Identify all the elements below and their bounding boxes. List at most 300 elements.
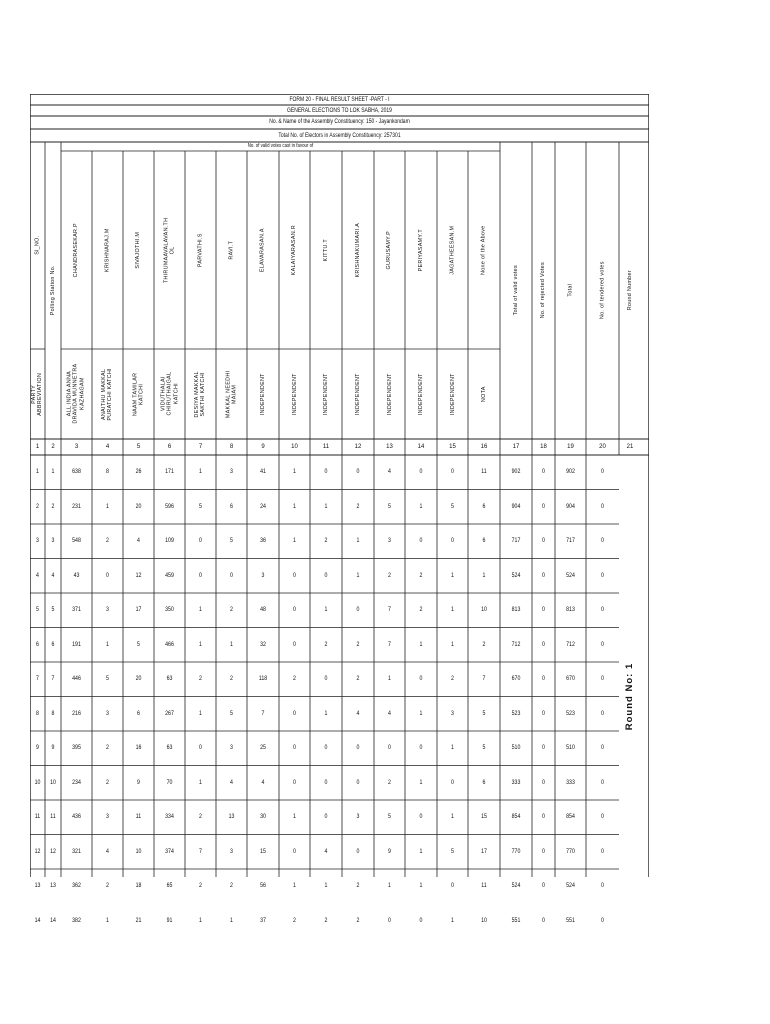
vote-count: 56 — [260, 882, 266, 889]
vote-count: 9 — [388, 847, 391, 855]
vote-count: 4 — [324, 847, 328, 855]
party-abbreviation-header-text: PARTY ABBREVIATION — [31, 372, 44, 416]
column-number: 7 — [198, 444, 203, 450]
party-name-header — [247, 349, 279, 439]
candidate-name-header — [405, 151, 437, 349]
party-abbreviation-header — [30, 349, 45, 439]
vote-count: 350 — [165, 606, 174, 613]
vote-count: 712 — [566, 640, 575, 648]
candidate-name-header — [92, 151, 123, 349]
candidate-name-header-text: GURUSAMY.P — [386, 230, 393, 270]
vote-count: 0 — [199, 537, 202, 544]
column-number: 20 — [599, 444, 606, 450]
vote-count: 0 — [542, 537, 545, 544]
vote-count: 0 — [542, 606, 545, 613]
valid-votes-caption: No. of valid votes cast in favour of — [247, 143, 314, 149]
vote-count: 0 — [601, 640, 604, 648]
vote-count: 2 — [230, 606, 233, 613]
polling-station-no: 3 — [51, 537, 55, 544]
vote-count: 510 — [511, 744, 521, 751]
candidate-name-header — [61, 151, 92, 349]
vote-count: 1 — [293, 468, 296, 475]
vote-count: 36 — [260, 537, 266, 544]
vote-count: 2 — [106, 537, 109, 544]
row-serial: 11 — [34, 813, 41, 820]
polling-station-header — [45, 142, 61, 439]
vote-count: 770 — [566, 847, 575, 855]
vote-count: 11 — [481, 468, 487, 475]
column-number: 19 — [567, 444, 574, 450]
vote-count: 2 — [199, 675, 202, 682]
candidate-name-header-text: KITTU.T — [322, 238, 329, 262]
vote-count: 2 — [356, 916, 360, 924]
vote-count: 0 — [106, 571, 109, 579]
vote-count: 523 — [511, 709, 521, 717]
vote-count: 1 — [419, 502, 423, 510]
party-name-header — [468, 349, 500, 439]
party-name-header — [154, 349, 185, 439]
vote-count: 1 — [106, 502, 109, 510]
vote-count: 9 — [137, 778, 140, 786]
vote-count: 3 — [230, 744, 233, 751]
vote-count: 436 — [72, 813, 81, 820]
vote-count: 0 — [542, 502, 545, 510]
summary-column-header-text: Total — [567, 284, 574, 297]
vote-count: 1 — [451, 606, 454, 613]
party-name-header-text: INDEPENDENT — [417, 373, 424, 415]
vote-count: 321 — [72, 847, 81, 855]
row-serial: 2 — [36, 502, 39, 510]
party-name-header-text: DESIYA MAKKAL SAKTHI KATCHI — [194, 370, 207, 418]
vote-count: 1 — [199, 468, 202, 475]
form20-result-sheet — [30, 94, 649, 924]
vote-count: 1 — [324, 709, 328, 717]
vote-count: 3 — [230, 468, 233, 475]
row-serial: 1 — [36, 468, 39, 475]
vote-count: 2 — [106, 778, 109, 786]
vote-count: 6 — [137, 709, 140, 717]
vote-count: 0 — [419, 813, 423, 820]
vote-count: 854 — [566, 813, 575, 820]
vote-count: 0 — [601, 882, 604, 889]
vote-count: 2 — [324, 916, 328, 924]
vote-count: 2 — [419, 606, 423, 613]
vote-count: 2 — [356, 882, 360, 889]
vote-count: 2 — [230, 675, 233, 682]
vote-count: 3 — [261, 571, 265, 579]
vote-count: 548 — [72, 537, 81, 544]
vote-count: 1 — [419, 778, 423, 786]
vote-count: 2 — [388, 778, 391, 786]
vote-count: 1 — [199, 709, 202, 717]
vote-count: 43 — [73, 571, 80, 579]
vote-count: 65 — [166, 882, 173, 889]
vote-count: 4 — [106, 847, 109, 855]
vote-count: 2 — [451, 675, 454, 682]
party-name-header — [405, 349, 437, 439]
vote-count: 1 — [419, 640, 423, 648]
round-number-text: Round No: 1 — [624, 662, 636, 731]
vote-count: 0 — [419, 468, 423, 475]
candidate-name-header — [154, 151, 185, 349]
summary-column-header — [619, 142, 641, 439]
vote-count: 4 — [261, 778, 265, 786]
vote-count: 2 — [293, 675, 296, 682]
vote-count: 0 — [601, 606, 604, 613]
polling-station-no: 5 — [51, 606, 55, 613]
vote-count: 0 — [230, 571, 233, 579]
vote-count: 3 — [388, 537, 391, 544]
polling-station-no: 6 — [51, 640, 55, 648]
vote-count: 1 — [419, 847, 423, 855]
summary-column-header-text: Total of valid votes — [512, 265, 519, 316]
party-name-header-text: NAAM TAMILAR KATCHI — [132, 372, 145, 416]
column-number: 15 — [449, 444, 456, 450]
vote-count: 12 — [135, 571, 142, 579]
candidate-name-header — [342, 151, 374, 349]
party-name-header — [437, 349, 468, 439]
vote-count: 2 — [324, 640, 328, 648]
party-name-header — [342, 349, 374, 439]
party-name-header — [92, 349, 123, 439]
vote-count: 902 — [566, 468, 575, 475]
vote-count: 0 — [601, 916, 604, 924]
party-name-header — [123, 349, 154, 439]
vote-count: 854 — [511, 813, 521, 820]
vote-count: 1 — [199, 640, 202, 648]
vote-count: 0 — [542, 916, 545, 924]
vote-count: 551 — [566, 916, 575, 924]
vote-count: 48 — [260, 606, 266, 613]
party-name-header-text: NOTA — [480, 386, 487, 402]
row-serial: 4 — [36, 571, 39, 579]
column-number: 1 — [35, 444, 40, 450]
vote-count: 638 — [72, 468, 81, 475]
column-number: 13 — [386, 444, 393, 450]
polling-station-no: 9 — [51, 744, 55, 751]
vote-count: 382 — [72, 916, 81, 924]
vote-count: 395 — [72, 744, 81, 751]
vote-count: 21 — [135, 916, 142, 924]
vote-count: 41 — [260, 468, 266, 475]
vote-count: 0 — [451, 882, 454, 889]
vote-count: 63 — [166, 675, 173, 682]
vote-count: 459 — [165, 571, 174, 579]
party-name-header — [216, 349, 247, 439]
vote-count: 0 — [293, 847, 296, 855]
candidate-name-header-text: RAVI.T — [228, 240, 235, 260]
vote-count: 70 — [166, 778, 173, 786]
vote-count: 2 — [482, 640, 486, 648]
vote-count: 5 — [482, 744, 486, 751]
row-serial: 8 — [36, 709, 39, 717]
vote-count: 1 — [293, 882, 296, 889]
candidate-name-header — [374, 151, 405, 349]
vote-count: 0 — [293, 744, 296, 751]
candidate-name-header-text: PERIYASAMY.T — [417, 228, 424, 272]
vote-count: 0 — [601, 468, 604, 475]
vote-count: 231 — [72, 502, 81, 510]
round-number-label — [619, 455, 641, 938]
vote-count: 0 — [388, 744, 391, 751]
vote-count: 10 — [135, 847, 142, 855]
vote-count: 5 — [451, 502, 454, 510]
vote-count: 30 — [260, 813, 266, 820]
vote-count: 5 — [230, 709, 233, 717]
vote-count: 26 — [135, 468, 142, 475]
candidate-name-header — [123, 151, 154, 349]
vote-count: 0 — [356, 606, 360, 613]
vote-count: 6 — [482, 778, 486, 786]
candidate-name-header-text: PARVATHI.S — [197, 233, 204, 267]
party-name-header-text: MAKKAL NEEDHI MAIAM — [225, 370, 238, 418]
vote-count: 0 — [324, 813, 328, 820]
column-number: 8 — [229, 444, 234, 450]
vote-count: 0 — [601, 675, 604, 682]
total-electors: Total No. of Electors in Assembly Constituency: 257301 — [278, 131, 401, 139]
party-name-header-text: VIDUTHALAI CHIRUTHAIGAL KATCHI — [159, 372, 179, 416]
column-number: 2 — [51, 444, 55, 450]
vote-count: 6 — [482, 502, 486, 510]
candidate-name-header — [216, 151, 247, 349]
summary-column-header-text: No. of rejected Votes — [540, 262, 547, 319]
vote-count: 2 — [356, 675, 360, 682]
vote-count: 17 — [481, 847, 487, 855]
vote-count: 2 — [106, 882, 109, 889]
vote-count: 3 — [451, 709, 454, 717]
vote-count: 0 — [293, 778, 296, 786]
vote-count: 5 — [106, 675, 109, 682]
vote-count: 7 — [482, 675, 486, 682]
column-number: 6 — [167, 444, 172, 450]
vote-count: 0 — [324, 744, 328, 751]
polling-station-no: 4 — [51, 571, 55, 579]
party-name-header — [310, 349, 342, 439]
vote-count: 0 — [451, 468, 454, 475]
vote-count: 20 — [135, 502, 142, 510]
vote-count: 191 — [72, 640, 81, 648]
vote-count: 1 — [199, 916, 202, 924]
vote-count: 32 — [260, 640, 266, 648]
party-name-header-text: INDEPENDENT — [354, 373, 361, 415]
vote-count: 1 — [451, 813, 454, 820]
vote-count: 1 — [482, 571, 486, 579]
party-name-header-text: INDEPENDENT — [259, 373, 266, 415]
vote-count: 16 — [135, 744, 142, 751]
vote-count: 11 — [135, 813, 142, 820]
vote-count: 0 — [601, 847, 604, 855]
polling-station-no: 13 — [50, 882, 56, 889]
vote-count: 670 — [511, 675, 521, 682]
vote-count: 5 — [199, 502, 202, 510]
vote-count: 37 — [260, 916, 266, 924]
vote-count: 712 — [511, 640, 521, 648]
vote-count: 4 — [388, 709, 391, 717]
vote-count: 1 — [451, 744, 454, 751]
vote-count: 1 — [451, 640, 454, 648]
polling-station-no: 14 — [50, 916, 56, 924]
vote-count: 15 — [481, 813, 487, 820]
party-name-header — [279, 349, 310, 439]
column-number: 14 — [417, 444, 425, 450]
vote-count: 3 — [106, 813, 109, 820]
vote-count: 267 — [165, 709, 174, 717]
vote-count: 0 — [601, 709, 604, 717]
polling-station-no: 12 — [50, 847, 56, 855]
polling-station-no: 2 — [51, 502, 55, 510]
summary-column-header — [500, 142, 532, 439]
vote-count: 2 — [324, 537, 328, 544]
election-name: GENERAL ELECTIONS TO LOK SABHA, 2019 — [287, 107, 392, 114]
vote-count: 63 — [166, 744, 173, 751]
vote-count: 2 — [388, 571, 391, 579]
column-number: 11 — [322, 444, 330, 450]
vote-count: 3 — [106, 606, 109, 613]
candidate-name-header — [310, 151, 342, 349]
vote-count: 0 — [542, 709, 545, 717]
party-name-header-text: INDEPENDENT — [322, 373, 329, 415]
vote-count: 1 — [356, 571, 360, 579]
vote-count: 524 — [566, 571, 575, 579]
party-name-header-text: INDEPENDENT — [291, 373, 298, 415]
vote-count: 2 — [199, 813, 202, 820]
vote-count: 0 — [542, 778, 545, 786]
vote-count: 0 — [293, 640, 296, 648]
party-name-header-text: INDEPENDENT — [386, 373, 393, 415]
vote-count: 10 — [481, 916, 487, 924]
vote-count: 596 — [165, 502, 174, 510]
vote-count: 1 — [324, 882, 328, 889]
vote-count: 524 — [511, 882, 521, 889]
candidate-name-header-text: KRISHNARAJ.M — [104, 228, 111, 272]
vote-count: 6 — [230, 502, 233, 510]
column-number: 16 — [480, 444, 488, 450]
vote-count: 5 — [137, 640, 140, 648]
vote-count: 118 — [258, 675, 268, 682]
vote-count: 1 — [419, 882, 423, 889]
vote-count: 523 — [566, 709, 575, 717]
vote-count: 4 — [137, 537, 140, 544]
polling-station-no: 8 — [51, 709, 55, 717]
row-serial: 5 — [36, 606, 39, 613]
candidate-name-header-text: JAGATHEESAN.M — [449, 225, 456, 275]
vote-count: 524 — [566, 882, 575, 889]
row-serial: 13 — [34, 882, 41, 889]
candidate-name-header — [247, 151, 279, 349]
summary-column-header-text: No. of tendered votes — [599, 261, 606, 320]
vote-count: 5 — [388, 502, 391, 510]
vote-count: 1 — [324, 606, 328, 613]
vote-count: 15 — [260, 847, 266, 855]
vote-count: 2 — [199, 882, 202, 889]
vote-count: 813 — [511, 606, 521, 613]
vote-count: 0 — [199, 744, 202, 751]
vote-count: 171 — [165, 468, 174, 475]
vote-count: 0 — [542, 882, 545, 889]
vote-count: 0 — [356, 744, 360, 751]
vote-count: 3 — [356, 813, 360, 820]
vote-count: 0 — [451, 778, 454, 786]
polling-station-no: 10 — [50, 778, 56, 786]
row-serial: 6 — [36, 640, 39, 648]
column-number: 5 — [136, 444, 141, 450]
vote-count: 0 — [601, 502, 604, 510]
vote-count: 5 — [388, 813, 391, 820]
vote-count: 20 — [135, 675, 142, 682]
vote-count: 7 — [388, 640, 391, 648]
vote-count: 1 — [451, 571, 454, 579]
row-serial: 9 — [36, 744, 39, 751]
polling-station-no: 1 — [51, 468, 55, 475]
form-title: FORM 20 - FINAL RESULT SHEET -PART - I — [289, 96, 390, 103]
vote-count: 6 — [482, 537, 486, 544]
party-name-header-text: ALL INDIA ANNA DRAVIDA MUNNETRA KAZHAGAM — [66, 363, 86, 425]
vote-count: 770 — [511, 847, 521, 855]
vote-count: 0 — [542, 744, 545, 751]
vote-count: 466 — [165, 640, 174, 648]
sl-no-header-text: Sl_NO. — [34, 235, 41, 256]
party-name-header — [185, 349, 216, 439]
row-serial: 14 — [34, 916, 41, 924]
vote-count: 234 — [72, 778, 81, 786]
vote-count: 333 — [511, 778, 521, 786]
vote-count: 1 — [419, 709, 423, 717]
vote-count: 7 — [261, 709, 265, 717]
vote-count: 1 — [451, 916, 454, 924]
vote-count: 1 — [356, 537, 360, 544]
vote-count: 1 — [293, 537, 296, 544]
column-number: 17 — [512, 444, 520, 450]
polling-station-no: 11 — [50, 813, 56, 820]
vote-count: 5 — [451, 847, 454, 855]
vote-count: 362 — [72, 882, 81, 889]
vote-count: 0 — [542, 675, 545, 682]
vote-count: 3 — [230, 847, 233, 855]
vote-count: 0 — [356, 778, 360, 786]
vote-count: 25 — [260, 744, 266, 751]
vote-count: 0 — [419, 744, 423, 751]
vote-count: 2 — [419, 571, 423, 579]
candidate-name-header-text: SIVAJOTHI.M — [135, 231, 142, 269]
vote-count: 1 — [293, 813, 296, 820]
vote-count: 1 — [388, 675, 391, 682]
vote-count: 0 — [542, 571, 545, 579]
vote-count: 0 — [324, 778, 328, 786]
party-name-header-text: INDEPENDENT — [449, 373, 456, 415]
vote-count: 0 — [324, 675, 328, 682]
vote-count: 109 — [165, 537, 174, 544]
party-name-header — [374, 349, 405, 439]
vote-count: 0 — [293, 606, 296, 613]
party-name-header-text: ANAITHU MAKKAL PURATCHI KATCHI — [101, 367, 114, 421]
vote-count: 1 — [230, 916, 233, 924]
constituency-name: No. & Name of the Assembly Constituency: 150 - Jayankondam — [269, 118, 410, 125]
candidate-name-header — [468, 151, 500, 349]
vote-count: 17 — [135, 606, 142, 613]
column-number: 10 — [291, 444, 298, 450]
candidate-name-header — [437, 151, 468, 349]
vote-count: 904 — [511, 502, 521, 510]
vote-count: 717 — [566, 537, 575, 544]
row-serial: 3 — [36, 537, 39, 544]
vote-count: 524 — [511, 571, 521, 579]
vote-count: 333 — [566, 778, 575, 786]
vote-count: 0 — [356, 468, 360, 475]
column-number: 12 — [354, 444, 362, 450]
vote-count: 1 — [388, 882, 391, 889]
summary-column-header-text: Round Number — [626, 270, 633, 311]
vote-count: 0 — [601, 778, 604, 786]
